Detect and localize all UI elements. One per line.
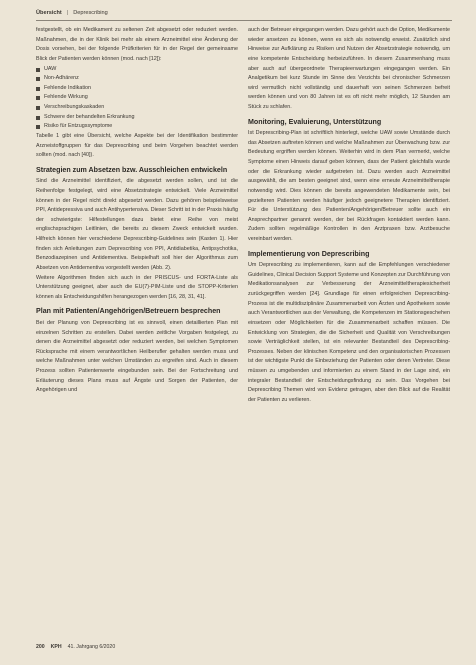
left-intro-paragraph: festgestellt, ob ein Medikament zu seltenen Zeit abgesetzt oder reduziert werden. Maßnahmen, die in der Klinik bei mehr als einem Arzneimittel eine Änderung der Dosis vorsehen, bei der folgende Prüfkriterien für in der Regel der gemeinsame Blick der Patienten werden können (mod. nach [12]): [36,27,238,62]
header-topic: Deprescribing [73,10,108,16]
section-heading-plan: Plan mit Patienten/Angehörigen/Betreuern besprechen [36,307,221,316]
right-intro-paragraph: auch der Betreuer eingegangen werden. Dazu gehört auch die Option, Medikamente wieder ansetzen zu können, wenn es sich als notwendig erweist. Zusätzlich sind Hinweise zur Aufklärung zu Risiken und Nutzen der Absetzstrategie notwendig, um eine kompetente Entscheidung herbeizuführen. In diesem Zusammenhang muss aber auch auf übergeordnete Therapieerwartungen eingegangen werden. Ein Analgetikum bei kurz Stunde im Sinne des Verzichts bei chronischer Schmerzen wird vermutlich nicht vollständig und dauerhaft von seinen Schmerzen befreit werden können und von 80 Jahren ist es oft nicht mehr möglich, 12 Stunden am Stück zu schlafen. [248,27,450,110]
left-column [36,26,238,396]
header-section: Übersicht [36,10,62,16]
list-item: Fehlende Wirkung [36,93,238,103]
strategies-paragraph-2: Weitere Algorithmen finden sich auch in der PRISCUS- und FORTA-Liste als Unterstützung geeignet, aber auch die EU(7)-PIM-Liste und die STOPP-Kriterien können als Entscheidungshilfen herangezogen werden [16, 28, 31, 41]. [36,274,238,300]
section-heading-implementation: Implementierung von Deprescribing [248,249,370,258]
monitoring-paragraph: Ist Deprescribing-Plan ist schriftlich hinterlegt, welche UAW sowie Umstände durch das Absetzen auftreten können und welche Maßnahmen zur Überwachung bzw. zur Bedeutung ergriffen werden können. Weiterhin wird in dem Plan vermerkt, welche Symptome einen Hinweis darauf geben können, dass der Patient gleichfalls wurde oder die Erkrankung wieder aufgetreten ist. Dazu werden auch Arzneimittel ausgewählt, die am besten geeignet sind, wenn eine erneute Arzneimitteltherapie notwendig wird. Dies können die bereits angewendeten Medikamente sein, bei gezielteren Patienten werden häufiger jedoch geeignetere Therapien identifiziert. Für die Unterstützung des Patienten/Angehörigen/Betreuer sollte auch ein Ansprechpartner genannt werden, der bei Rückfragen kontaktiert werden kann. Zudem sollten regelmäßige Kontrollen in den Arztpraxen bzw. Arztbesuche vereinbart werden. [248,130,450,242]
header-separator: | [66,10,69,16]
implementation-paragraph: Um Deprescribing zu implementieren, kann auf die Empfehlungen verschiedener Guidelines, Clinical Decision Support Systeme und Konzepten zur Durchführung von Medikationsanalysen zur Verbesserung der Arzneimitteltherapiesicherheit zurückgegriffen werden [24]. Grundlage für einen erfolgreichen Deprescribing-Prozess ist die multidisziplinäre Zusammenarbeit von Ärzten und Apothekern sowie auch Verantwortlichen aus der Verwaltung, die Kompetenzen im Stationsgeschehen einsetzen oder Möglichkeiten für die Zusammenarbeit schaffen müssen. Die Entwicklung von Strategien, die die Sicherheit und Qualität von Verschreibungen sowie Verträglichkeit stellen, ist ein relevanter Bestandteil des Deprescribing-Prozesses. Neben der klinischen Kompetenz und den organisatorischen Prozessen ist der wichtigste Punkt die Einbeziehung der Patienten oder deren Vertreter. Diese müssen zu umgebenden und informierten zu einem Stand in der Lage sind, ein integraler Bestandteil der Entscheidungsfindung zu sein. Das Vorgehen bei Deprescribing Themen wird von Evidenz getragen, aber den Blick auf die Realität der Patienten zu verlieren. [248,262,450,403]
plan-paragraph: Bei der Planung von Deprescribing ist es sinnvoll, einen detaillierten Plan mit einzelnen Schritten zu erstellen. Dabei werden zeitliche Vorgaben festgelegt, zu denen die Arzneimittel abgesetzt oder reduziert werden, bei welchen Symptomen Rücksprache mit einem verantwortlichen Heilberufler gehalten werden muss und welche Maßnahmen unter welchen Umständen zu ergreifen sind. Auch in diesem Prozess sollten Patientenwerte eingebunden sein. Bei der Fortschreitung und Erläuterung dieses Plans muss auf Ängste und Sorgen der Patienten, der Angehörigen und [36,319,238,394]
strategies-paragraph-1: Sind die Arzneimittel identifiziert, die abgesetzt werden sollen, und ist die Reihenfolge festgelegt, wird eine Absetzstrategie entwickelt. Viele Arzneimittel können in der Regel nicht direkt abgesetzt werden. Dazu gehören beispielsweise PPI, Antidepressiva und auch Antihypertensiva. Dieser Schritt ist in der Praxis häufig der schwierigste: Hilfestellungen dazu bietet eine Reihe von meist englischsprachigen Leitlinien, die bereits zu diesem Zweck entwickelt wurden. Hilfreich können hier verschiedene Deprescribing-Guidelines sein (Kasten 1). Hier finden sich Anleitungen zum Deprescribing von PPI, Antidiabetika, Antipsychotika, Benzodiazepinen und Antidementiva. Beispielhaft soll hier der Algorithmus zum Absetzen von Antidementiva vorgestellt werden (Abb. 2). [36,178,238,271]
running-header [36,7,452,19]
journal-name: KPH [50,644,62,650]
left-after-list-paragraph: Tabelle 1 gibt eine Übersicht, welche Aspekte bei der Identifikation bestimmter Arzneistoffgruppen für das Deprescribing und beim Vorgehen beachtet werden sollten (mod. nach [40]). [36,132,238,159]
section-heading-monitoring: Monitoring, Evaluierung, Unterstützung [248,117,382,126]
list-item: UAW [36,65,238,75]
list-item: Fehlende Indikation [36,84,238,94]
list-item: Schwere der behandelten Erkrankung [36,113,238,123]
header-rule [36,20,452,21]
journal-issue: 41. Jahrgang 6/2020 [67,644,116,650]
right-column [248,26,450,406]
section-heading-strategies: Strategien zum Absetzen bzw. Ausschleichen entwickeln [36,165,228,174]
page-number: 200 [36,644,45,650]
list-item: Verschreibungskaskaden [36,103,238,113]
page-footer [36,642,115,652]
list-item: Risiko für Entzugssymptome [36,122,238,132]
criteria-list [36,65,238,132]
list-item: Non-Adhärenz [36,74,238,84]
